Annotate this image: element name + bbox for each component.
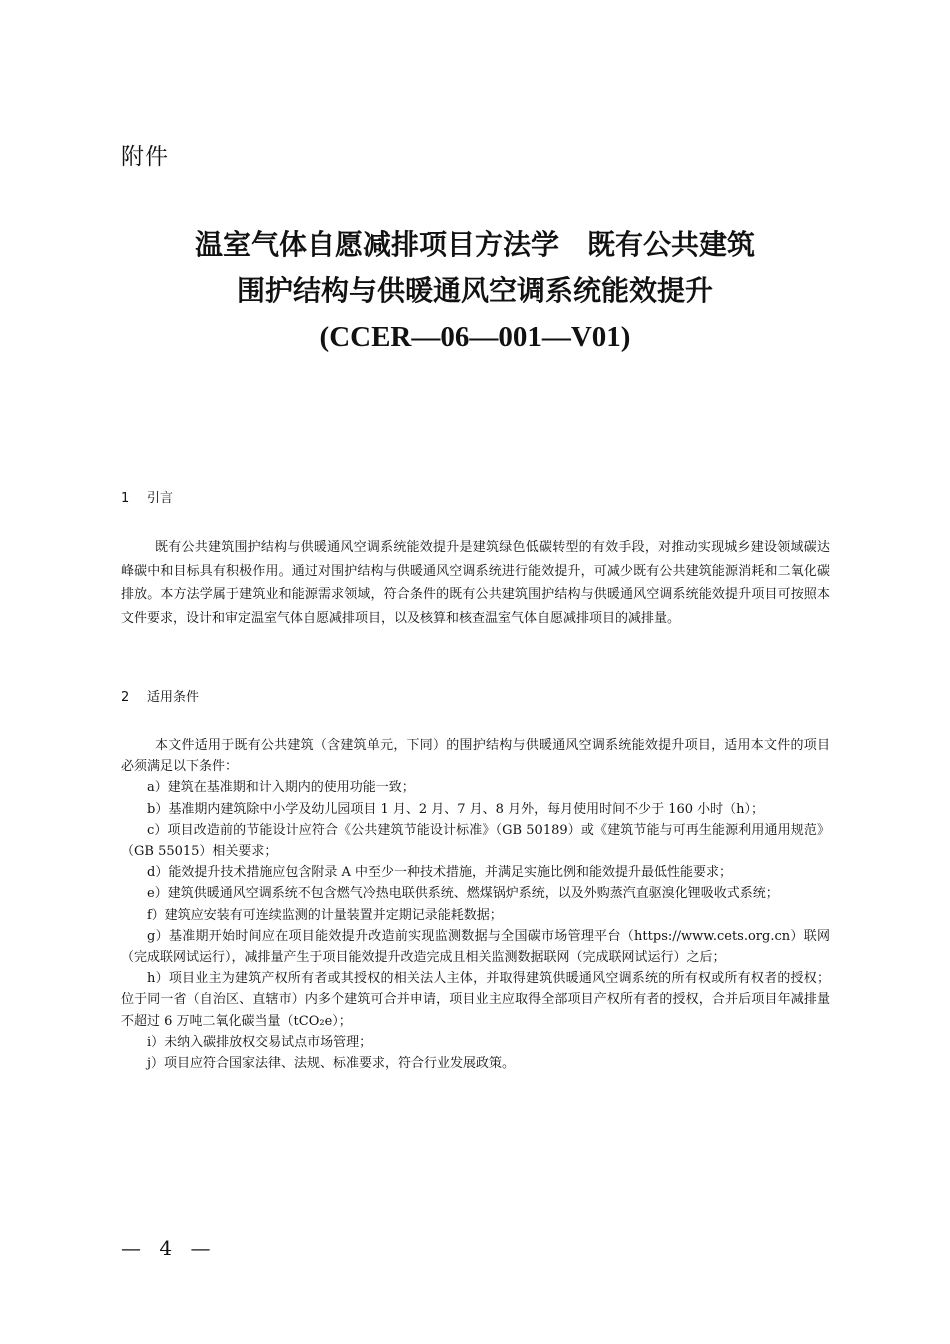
page-number: — 4 — (121, 1236, 217, 1260)
section-2-number: 2 (121, 690, 130, 705)
condition-item-g: g）基准期开始时间应在项目能效提升改造前实现监测数据与全国碳市场管理平台（https://www.cets.org.cn）联网（完成联网试运行），减排量产生于项目能效提升改造完成且相关监测数据联网（完成联网试运行）之后； (121, 928, 830, 966)
section-1-paragraph: 既有公共建筑围护结构与供暖通风空调系统能效提升是建筑绿色低碳转型的有效手段，对推动实现城乡建设领域碳达峰碳中和目标具有积极作用。通过对围护结构与供暖通风空调系统进行能效提升，可减少既有公共建筑能源消耗和二氧化碳排放。本方法学属于建筑业和能源需求领域，符合条件的既有公共建筑围护结构与供暖通风空调系统能效提升项目可按照本文件要求，设计和审定温室气体自愿减排项目，以及核算和核查温室气体自愿减排项目的减排量。 (121, 540, 830, 626)
condition-item-j: j）项目应符合国家法律、法规、标准要求，符合行业发展政策。 (147, 1056, 516, 1072)
condition-item-b: b）基准期内建筑除中小学及幼儿园项目 1 月、2 月、7 月、8 月外，每月使用时间不少于 160 小时（h）； (147, 801, 765, 817)
title-line-1: 温室气体自愿减排项目方法学 既有公共建筑 (194, 228, 755, 261)
section-1-title: 引言 (147, 491, 174, 506)
condition-item-e: e）建筑供暖通风空调系统不包含燃气冷热电联供系统、燃煤锅炉系统，以及外购蒸汽直驱溴化锂吸收式系统； (147, 886, 779, 902)
section-2-heading (121, 686, 199, 705)
condition-item-a: a）建筑在基准期和计入期内的使用功能一致； (147, 780, 415, 796)
methodology-code: (CCER—06—001—V01) (319, 321, 631, 353)
conditions-intro: 本文件适用于既有公共建筑（含建筑单元，下同）的围护结构与供暖通风空调系统能效提升项目，适用本文件的项目必须满足以下条件： (121, 738, 830, 775)
document-title (0, 222, 950, 360)
section-1-heading (121, 487, 173, 506)
section-1-number: 1 (121, 491, 130, 506)
condition-item-h: h）项目业主为建筑产权所有者或其授权的相关法人主体，并取得建筑供暖通风空调系统的所有权或所有权者的授权；位于同一省（自治区、直辖市）内多个建筑可合并申请，项目业主应取得全部项目产权所有者的授权，合并后项目年减排量不超过 6 万吨二氧化碳当量（tCO₂e）； (121, 971, 830, 1029)
condition-item-d: d）能效提升技术措施应包含附录 A 中至少一种技术措施，并满足实施比例和能效提升最低性能要求； (147, 865, 732, 881)
condition-item-i: i）未纳入碳排放权交易试点市场管理； (147, 1034, 373, 1050)
attachment-label: 附件 (121, 144, 169, 170)
condition-item-c: c）项目改造前的节能设计应符合《公共建筑节能设计标准》（GB 50189）或《建筑节能与可再生能源利用通用规范》（GB 55015）相关要求； (121, 822, 830, 860)
section-2-title: 适用条件 (147, 690, 200, 705)
conditions-list (121, 735, 830, 1074)
title-line-2: 围护结构与供暖通风空调系统能效提升 (236, 274, 713, 307)
condition-item-f: f）建筑应安装有可连续监测的计量装置并定期记录能耗数据； (147, 907, 503, 923)
